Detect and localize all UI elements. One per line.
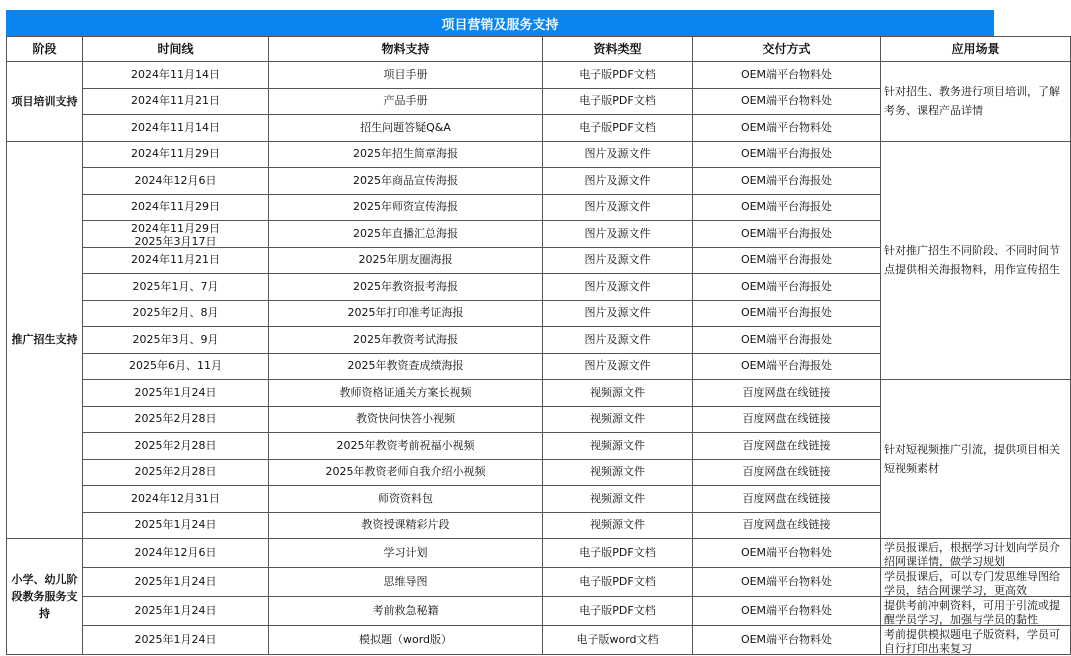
header-stage: 阶段 (7, 37, 83, 62)
time-cell: 2025年1月24日 (83, 597, 269, 626)
delivery-cell: 百度网盘在线链接 (693, 406, 881, 433)
scene-cell: 针对短视频推广引流，提供项目相关短视频素材 (881, 380, 1071, 539)
stage-cell: 项目培训支持 (7, 62, 83, 142)
type-cell: 图片及源文件 (543, 221, 693, 248)
delivery-cell: OEM端平台海报处 (693, 194, 881, 221)
delivery-cell: 百度网盘在线链接 (693, 486, 881, 513)
time-cell: 2025年6月、11月 (83, 353, 269, 380)
scene-cell: 针对招生、教务进行项目培训，了解考务、课程产品详情 (881, 62, 1071, 142)
header-scene: 应用场景 (881, 37, 1071, 62)
header-delivery: 交付方式 (693, 37, 881, 62)
time-cell: 2025年1月、7月 (83, 274, 269, 301)
type-cell: 视频源文件 (543, 459, 693, 486)
type-cell: 视频源文件 (543, 486, 693, 513)
time-line-1: 2024年11月29日 (131, 222, 220, 236)
delivery-cell: OEM端平台海报处 (693, 300, 881, 327)
material-cell: 师资资料包 (269, 486, 543, 513)
material-cell: 考前救急秘籍 (269, 597, 543, 626)
material-cell: 2025年教资老师自我介绍小视频 (269, 459, 543, 486)
table-header-row (7, 37, 1071, 62)
delivery-cell: OEM端平台海报处 (693, 353, 881, 380)
time-cell: 2024年12月6日 (83, 539, 269, 568)
table-row (7, 62, 1071, 89)
table-row (7, 380, 1071, 407)
type-cell: 图片及源文件 (543, 247, 693, 274)
header-timeline: 时间线 (83, 37, 269, 62)
material-cell: 2025年朋友圈海报 (269, 247, 543, 274)
time-cell: 2024年11月21日 (83, 247, 269, 274)
delivery-cell: 百度网盘在线链接 (693, 459, 881, 486)
material-cell: 招生问题答疑Q&A (269, 115, 543, 142)
type-cell: 图片及源文件 (543, 194, 693, 221)
time-cell: 2024年12月31日 (83, 486, 269, 513)
time-cell: 2024年12月6日 (83, 168, 269, 195)
type-cell: 视频源文件 (543, 380, 693, 407)
time-cell: 2024年11月14日 (83, 115, 269, 142)
material-cell: 思维导图 (269, 568, 543, 597)
scene-text: 学员报课后，根据学习计划向学员介绍网课详情，做学习规划 (884, 541, 1060, 568)
material-cell: 2025年打印准考证海报 (269, 300, 543, 327)
table-row (7, 539, 1071, 568)
delivery-cell: 百度网盘在线链接 (693, 433, 881, 460)
delivery-cell: OEM端平台物料处 (693, 568, 881, 597)
type-cell: 图片及源文件 (543, 327, 693, 354)
table-row (7, 568, 1071, 597)
time-cell: 2025年1月24日 (83, 512, 269, 539)
material-cell: 教师资格证通关方案长视频 (269, 380, 543, 407)
material-cell: 2025年直播汇总海报 (269, 221, 543, 248)
type-cell: 电子版PDF文档 (543, 597, 693, 626)
service-support-table (6, 36, 1071, 655)
material-cell: 教资授课精彩片段 (269, 512, 543, 539)
material-cell: 教资快问快答小视频 (269, 406, 543, 433)
type-cell: 电子版PDF文档 (543, 568, 693, 597)
time-cell: 2024年11月29日 (83, 194, 269, 221)
material-cell: 2025年教资考试海报 (269, 327, 543, 354)
scene-text: 学员报课后，可以专门发思维导图给学员，结合网课学习，更高效 (884, 570, 1060, 597)
type-cell: 图片及源文件 (543, 168, 693, 195)
scene-cell (881, 539, 1071, 568)
material-cell: 2025年教资考前祝福小视频 (269, 433, 543, 460)
material-cell: 2025年商品宣传海报 (269, 168, 543, 195)
delivery-cell: OEM端平台物料处 (693, 88, 881, 115)
type-cell: 图片及源文件 (543, 274, 693, 301)
time-cell: 2025年1月24日 (83, 568, 269, 597)
delivery-cell: OEM端平台海报处 (693, 327, 881, 354)
table-title: 项目营销及服务支持 (6, 10, 994, 36)
delivery-cell: OEM端平台物料处 (693, 597, 881, 626)
delivery-cell: 百度网盘在线链接 (693, 512, 881, 539)
type-cell: 图片及源文件 (543, 353, 693, 380)
time-cell: 2024年11月29日 (83, 141, 269, 168)
material-cell: 项目手册 (269, 62, 543, 89)
scene-text: 考前提供模拟题电子版资料，学员可自行打印出来复习 (884, 628, 1060, 655)
delivery-cell: OEM端平台海报处 (693, 168, 881, 195)
material-cell: 2025年教资查成绩海报 (269, 353, 543, 380)
material-cell: 模拟题（word版） (269, 626, 543, 655)
delivery-cell: OEM端平台物料处 (693, 62, 881, 89)
delivery-cell: 百度网盘在线链接 (693, 380, 881, 407)
type-cell: 电子版PDF文档 (543, 115, 693, 142)
header-type: 资料类型 (543, 37, 693, 62)
delivery-cell: OEM端平台海报处 (693, 221, 881, 248)
type-cell: 图片及源文件 (543, 141, 693, 168)
delivery-cell: OEM端平台物料处 (693, 115, 881, 142)
type-cell: 视频源文件 (543, 512, 693, 539)
delivery-cell: OEM端平台海报处 (693, 141, 881, 168)
delivery-cell: OEM端平台海报处 (693, 274, 881, 301)
scene-cell (881, 597, 1071, 626)
type-cell: 电子版PDF文档 (543, 539, 693, 568)
material-cell: 学习计划 (269, 539, 543, 568)
scene-cell: 针对推广招生不同阶段、不同时间节点提供相关海报物料，用作宣传招生 (881, 141, 1071, 380)
scene-cell (881, 626, 1071, 655)
table-row (7, 626, 1071, 655)
table-row (7, 597, 1071, 626)
time-cell: 2024年11月14日 (83, 62, 269, 89)
material-cell: 产品手册 (269, 88, 543, 115)
time-cell: 2025年1月24日 (83, 626, 269, 655)
stage-cell: 推广招生支持 (7, 141, 83, 539)
scene-cell (881, 568, 1071, 597)
type-cell: 电子版PDF文档 (543, 88, 693, 115)
material-cell: 2025年师资宣传海报 (269, 194, 543, 221)
material-cell: 2025年教资报考海报 (269, 274, 543, 301)
time-cell: 2024年11月21日 (83, 88, 269, 115)
time-cell: 2025年2月、8月 (83, 300, 269, 327)
type-cell: 电子版word文档 (543, 626, 693, 655)
type-cell: 视频源文件 (543, 406, 693, 433)
time-cell: 2025年1月24日 (83, 380, 269, 407)
time-cell: 2025年3月、9月 (83, 327, 269, 354)
time-cell: 2025年2月28日 (83, 433, 269, 460)
material-cell: 2025年招生简章海报 (269, 141, 543, 168)
type-cell: 图片及源文件 (543, 300, 693, 327)
time-cell: 2025年2月28日 (83, 406, 269, 433)
delivery-cell: OEM端平台物料处 (693, 539, 881, 568)
time-cell (83, 221, 269, 248)
header-material: 物料支持 (269, 37, 543, 62)
table-row (7, 141, 1071, 168)
delivery-cell: OEM端平台物料处 (693, 626, 881, 655)
time-cell: 2025年2月28日 (83, 459, 269, 486)
scene-text: 提供考前冲刺资料，可用于引流或提醒学员学习，加强与学员的黏性 (884, 599, 1060, 626)
type-cell: 视频源文件 (543, 433, 693, 460)
time-line-2: 2025年3月17日 (134, 235, 217, 249)
stage-cell: 小学、幼儿阶段教务服务支持 (7, 539, 83, 655)
type-cell: 电子版PDF文档 (543, 62, 693, 89)
delivery-cell: OEM端平台海报处 (693, 247, 881, 274)
